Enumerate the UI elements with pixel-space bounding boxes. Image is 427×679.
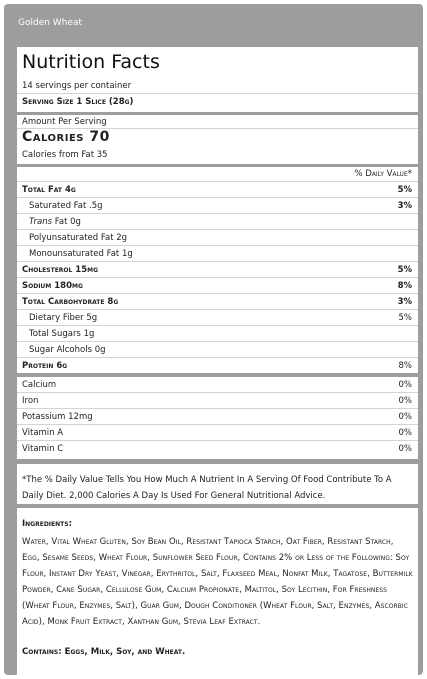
vitamin-pct: 0%: [398, 428, 412, 438]
vitamin-label: Iron: [22, 396, 39, 406]
vitamin-label: Calcium: [22, 380, 57, 390]
vitamin-label: Vitamin A: [22, 428, 64, 438]
divider: [17, 93, 418, 94]
vitamin-row-vitamin-c: [17, 441, 418, 457]
vitamin-label: Vitamin C: [22, 444, 64, 454]
nutrient-label: Total Fat 4g: [22, 185, 76, 195]
nutrient-row-monounsaturated-fat: [17, 246, 418, 262]
nutrient-label: Monounsaturated Fat 1g: [29, 249, 133, 259]
nutrient-label: Dietary Fiber 5g: [29, 313, 98, 323]
amount-per-serving: Amount Per Serving: [22, 117, 107, 127]
calories-from-fat: Calories from Fat 35: [22, 150, 108, 160]
vitamin-row-vitamin-a: [17, 425, 418, 441]
calories: Calories 70: [22, 129, 110, 145]
nutrient-row-sugar-alcohols: [17, 342, 418, 358]
nutrient-row-cholesterol: [17, 262, 418, 278]
ingredients-panel: [17, 508, 418, 678]
vitamin-row-potassium: [17, 409, 418, 425]
nutrient-row-total-carbohydrate: [17, 294, 418, 310]
vitamin-pct: 0%: [398, 396, 412, 406]
nutrient-pct: 3%: [397, 201, 412, 211]
vitamin-label: Potassium 12mg: [22, 412, 93, 422]
allergen-statement: Contains: Eggs, Milk, Soy, and Wheat.: [22, 647, 186, 657]
nutrient-pct: 5%: [397, 185, 412, 195]
nutrient-row-sodium: [17, 278, 418, 294]
servings-per-container: 14 servings per container: [22, 81, 132, 91]
ingredients-list: Water, Vital Wheat Gluten, Soy Bean Oil, Resistant Tapioca Starch, Oat Fiber, Resistant Starch, Egg, Sesame Seeds, Wheat Flour, Sunflower Seed Flour, Contains 2% or Less of the Following: Soy Flour, Instant Dry Yeast, Vinegar, Erythritol, Salt, Flaxseed Meal, Nonfat Milk, Tagatose, Buttermilk Powder, Cane Sugar, Cellulose Gum, Calcium Propionate, Maltitol, Soy Lecithin, For Freshness (Wheat Flour, Enzymes, Salt), Guar Gum, Dough Conditioner (Wheat Flour, Salt, Enzymes, Ascorbic Acid), Monk Fruit Extract, Xanthan Gum, Stevia Leaf Extract.: [22, 537, 413, 627]
nutrition-facts-title: Nutrition Facts: [22, 51, 160, 73]
nutrient-label: Total Carbohydrate 8g: [22, 297, 119, 307]
nutrient-pct: 5%: [398, 313, 412, 323]
nutrient-label: Cholesterol 15mg: [22, 265, 99, 275]
title-panel: [17, 47, 418, 112]
nutrient-row-saturated-fat: [17, 198, 418, 214]
nutrient-row-protein: [17, 358, 418, 374]
nutrient-pct: 8%: [397, 281, 412, 291]
daily-value-footnote: *The % Daily Value Tells You How Much A Nutrient In A Serving Of Food Contribute To A Daily Diet. 2,000 Calories A Day Is Used For General Nutritional Advice.: [17, 464, 418, 504]
ingredients-heading: Ingredients:: [22, 519, 72, 529]
nutrient-label: Sugar Alcohols 0g: [29, 345, 106, 355]
vitamin-pct: 0%: [398, 380, 412, 390]
nutrient-pct: 5%: [397, 265, 412, 275]
nutrient-row-total-sugars: [17, 326, 418, 342]
nutrient-label: Sodium 180mg: [22, 281, 83, 291]
nutrient-row-trans-fat: [17, 214, 418, 230]
vitamins-panel: [17, 377, 418, 459]
nutrient-label: Saturated Fat .5g: [29, 201, 103, 211]
nutrient-label: Fat 0g: [52, 217, 81, 227]
vitamin-pct: 0%: [398, 412, 412, 422]
nutrient-row-polyunsaturated-fat: [17, 230, 418, 246]
vitamin-row-calcium: [17, 377, 418, 393]
calories-panel: [17, 115, 418, 164]
nutrient-label: Polyunsaturated Fat 2g: [29, 233, 128, 243]
nutrient-label: Total Sugars 1g: [29, 329, 95, 339]
nutrient-row-dietary-fiber: [17, 310, 418, 326]
daily-value-header: % Daily Value*: [17, 167, 418, 182]
serving-size: Serving Size 1 Slice (28g): [22, 97, 134, 107]
nutrient-label: Protein 6g: [22, 361, 68, 371]
nutrient-pct: 8%: [398, 361, 412, 371]
nutrient-pct: 3%: [397, 297, 412, 307]
nutrient-row-total-fat: [17, 182, 418, 198]
label-frame: [4, 4, 423, 675]
product-name: Golden Wheat: [18, 18, 82, 28]
vitamin-pct: 0%: [398, 444, 412, 454]
vitamin-row-iron: [17, 393, 418, 409]
nutrient-label-italic: Trans: [29, 217, 53, 227]
nutrients-panel: [17, 167, 418, 373]
